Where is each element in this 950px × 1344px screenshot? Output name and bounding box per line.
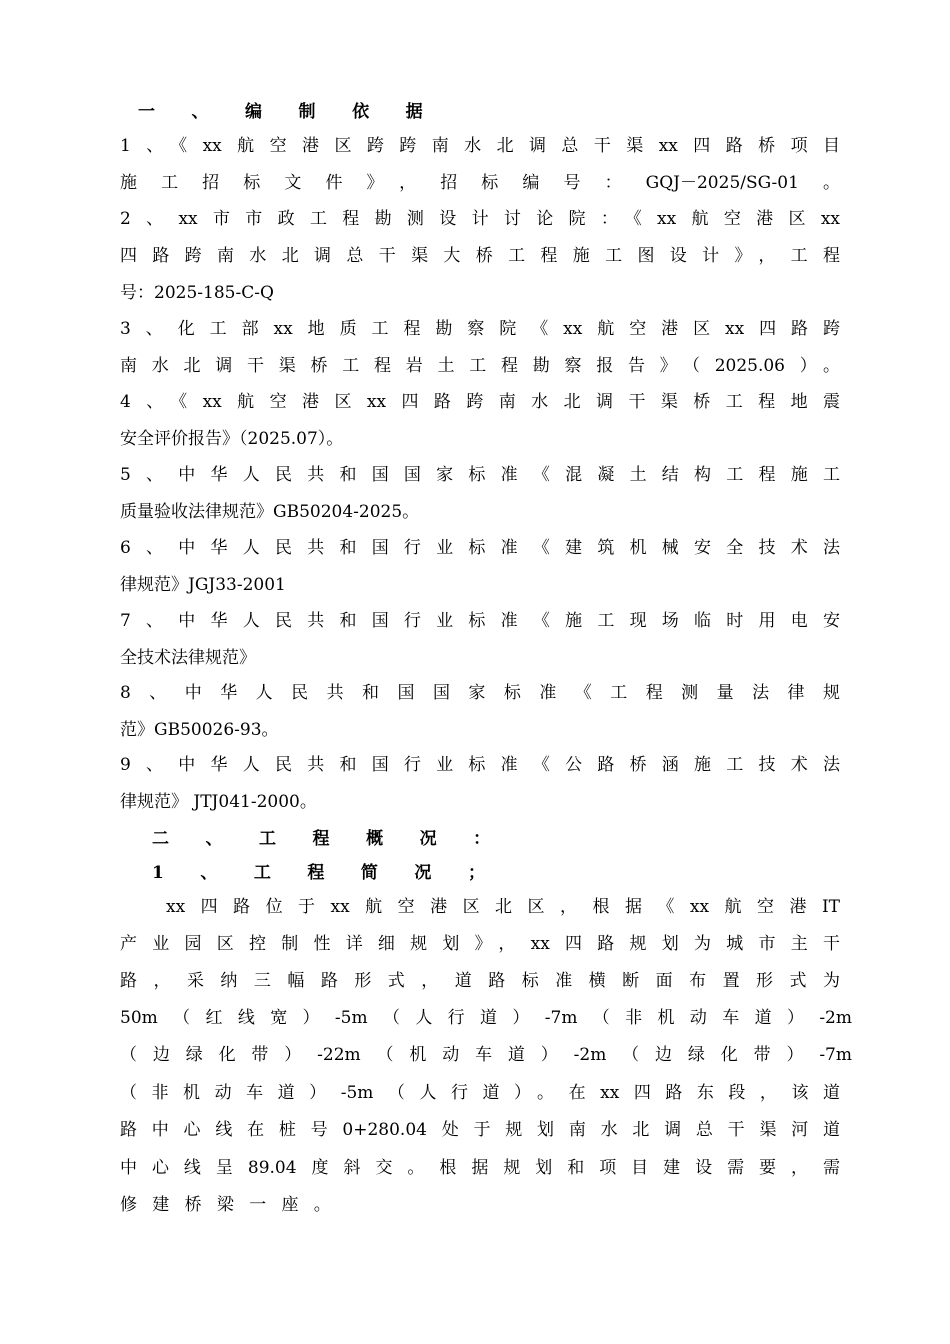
paragraph-line-2: 产业园区控制性详细规划》，xx四路规划为城市主干 (120, 934, 840, 954)
list-item-2-line-3: 号：2025-185-C-Q (120, 283, 274, 303)
list-item-6-line-1: 6、中华人民共和国行业标准《建筑机械安全技术法 (120, 538, 840, 558)
list-item-1-line-2: 施工招标文件》，招标编号：GQJ－2025/SG-01。 (120, 173, 840, 193)
list-item-3-line-2: 南水北调干渠桥工程岩土工程勘察报告》（2025.06）。 (120, 356, 840, 376)
paragraph-line-5: （边绿化带）-22m（机动车道）-2m（边绿化带）-7m (120, 1045, 852, 1065)
list-item-2-line-2: 四路跨南水北调总干渠大桥工程施工图设计》，工程 (120, 246, 840, 266)
paragraph-line-3: 路，采纳三幅路形式，道路标准横断面布置形式为 (120, 971, 840, 991)
paragraph-line-4: 50m（红线宽）-5m（人行道）-7m（非机动车道）-2m (120, 1008, 852, 1028)
list-item-9-line-1: 9、中华人民共和国行业标准《公路桥涵施工技术法 (120, 755, 840, 775)
paragraph-line-6: （非机动车道）-5m（人行道）。在xx四路东段，该道 (120, 1083, 840, 1103)
paragraph-line-7: 路中心线在桩号0+280.04处于规划南水北调总干渠河道 (120, 1120, 840, 1140)
paragraph-line-1: xx四路位于xx航空港区北区，根据《xx航空港IT (166, 897, 840, 917)
list-item-4-line-2: 安全评价报告》（2025.07）。 (120, 429, 344, 449)
list-item-5-line-2: 质量验收法律规范》GB50204-2025。 (120, 502, 420, 522)
list-item-8-line-2: 范》GB50026-93。 (120, 720, 279, 740)
section-heading-basis: 一 、 编 制 依 据 (138, 102, 438, 122)
list-item-7-line-1: 7、中华人民共和国行业标准《施工现场临时用电安 (120, 611, 840, 631)
list-item-7-line-2: 全技术法律规范》 (120, 648, 256, 668)
section-heading-overview: 二 、 工 程 概 况 ： (152, 829, 506, 849)
paragraph-line-8: 中心线呈89.04度斜交。根据规划和项目建设需要，需 (120, 1158, 840, 1178)
list-item-2-line-1: 2、xx市市政工程勘测设计讨论院：《xx航空港区xx (120, 209, 840, 229)
paragraph-line-9: 修建桥梁一座。 (120, 1195, 347, 1215)
list-item-3-line-1: 3、化工部xx地质工程勘察院《xx航空港区xx四路跨 (120, 319, 840, 339)
list-item-6-line-2: 律规范》JGJ33-2001 (120, 575, 286, 595)
list-item-1-line-1: 1、《xx航空港区跨跨南水北调总干渠xx四路桥项目 (120, 136, 840, 156)
list-item-8-line-1: 8、中华人民共和国国家标准《工程测量法律规 (120, 683, 840, 703)
list-item-5-line-1: 5、中华人民共和国国家标准《混凝土结构工程施工 (120, 465, 840, 485)
subsection-heading-brief: 1 、 工 程 简 况 ； (152, 863, 501, 883)
list-item-9-line-2: 律规范》 JTJ041-2000。 (120, 792, 317, 812)
list-item-4-line-1: 4、《xx航空港区xx四路跨南水北调干渠桥工程地震 (120, 392, 840, 412)
